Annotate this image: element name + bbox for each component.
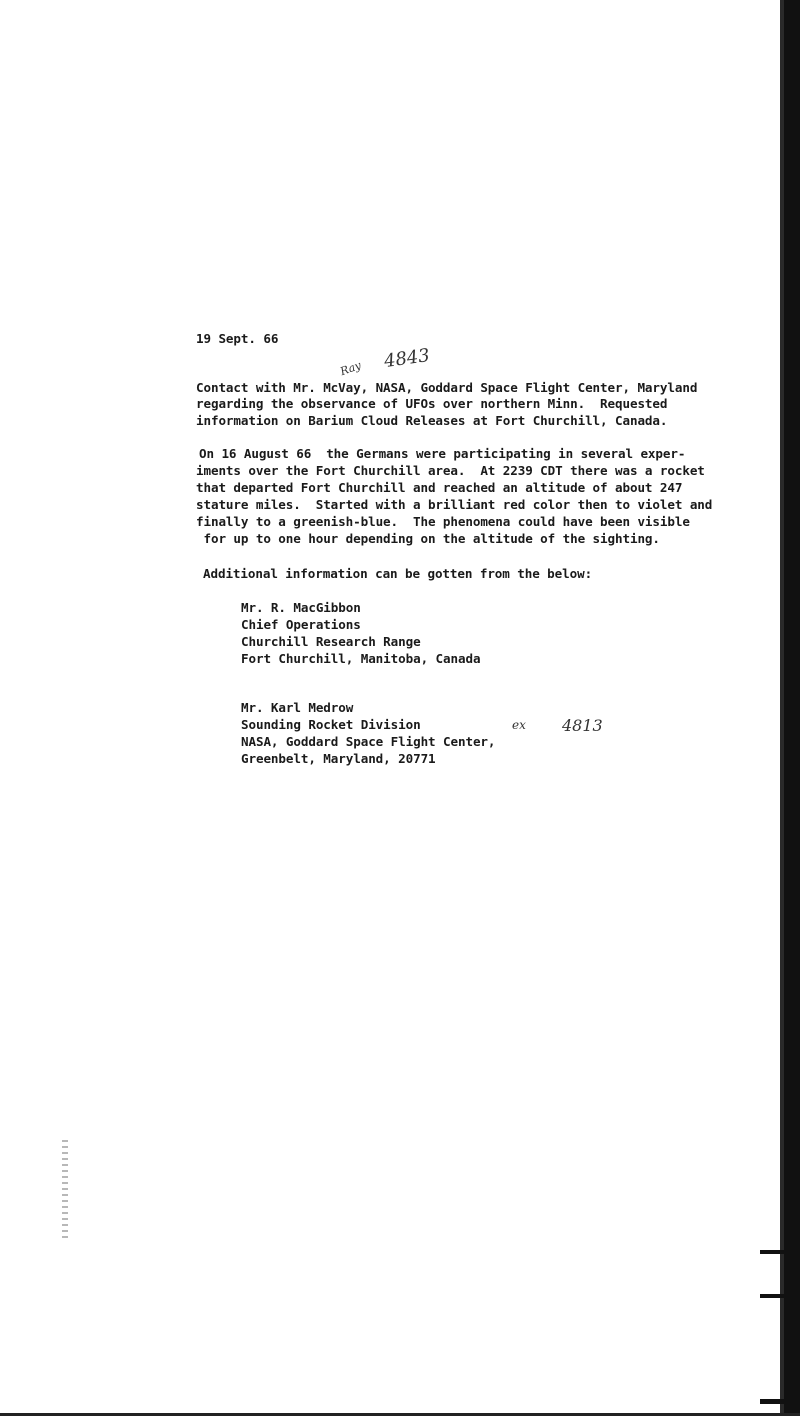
handwritten-name-note: Ray xyxy=(338,358,363,379)
text-line: that departed Fort Churchill and reached an altitude of about 247 xyxy=(196,480,683,495)
contact-name: Mr. Karl Medrow xyxy=(241,700,354,715)
memo-date: 19 Sept. 66 xyxy=(196,331,279,346)
contact-organization: NASA, Goddard Space Flight Center, xyxy=(241,734,496,749)
scan-speckle xyxy=(62,1140,68,1240)
contact-organization: Churchill Research Range xyxy=(241,634,421,649)
paragraph-additional-info: Additional information can be gotten from the below: xyxy=(203,566,593,581)
text-line: stature miles. Started with a brilliant red color then to violet and xyxy=(196,497,713,512)
contact-division: Sounding Rocket Division xyxy=(241,717,421,732)
contact-address: Greenbelt, Maryland, 20771 xyxy=(241,751,436,766)
scan-tick xyxy=(760,1294,784,1298)
scan-tick xyxy=(760,1250,784,1254)
scan-tick xyxy=(760,1399,784,1404)
contact-title: Chief Operations xyxy=(241,617,361,632)
handwritten-number-note: 4843 xyxy=(382,344,432,373)
text-line: for up to one hour depending on the altitude of the sighting. xyxy=(196,531,660,546)
text-line: iments over the Fort Churchill area. At 2239 CDT there was a rocket xyxy=(196,463,705,478)
text-line: finally to a greenish-blue. The phenomena could have been visible xyxy=(196,514,690,529)
contact-name: Mr. R. MacGibbon xyxy=(241,600,361,615)
scan-edge-right xyxy=(784,0,800,1416)
handwritten-ext-mark: ex xyxy=(512,718,526,732)
text-line: regarding the observance of UFOs over northern Minn. Requested xyxy=(196,396,668,411)
contact-address: Fort Churchill, Manitoba, Canada xyxy=(241,651,481,666)
handwritten-ext-number: 4813 xyxy=(562,716,603,735)
text-line: information on Barium Cloud Releases at Fort Churchill, Canada. xyxy=(196,413,668,428)
text-line: Contact with Mr. McVay, NASA, Goddard Space Flight Center, Maryland xyxy=(196,380,698,395)
text-line: On 16 August 66 the Germans were participating in several exper- xyxy=(199,446,686,461)
